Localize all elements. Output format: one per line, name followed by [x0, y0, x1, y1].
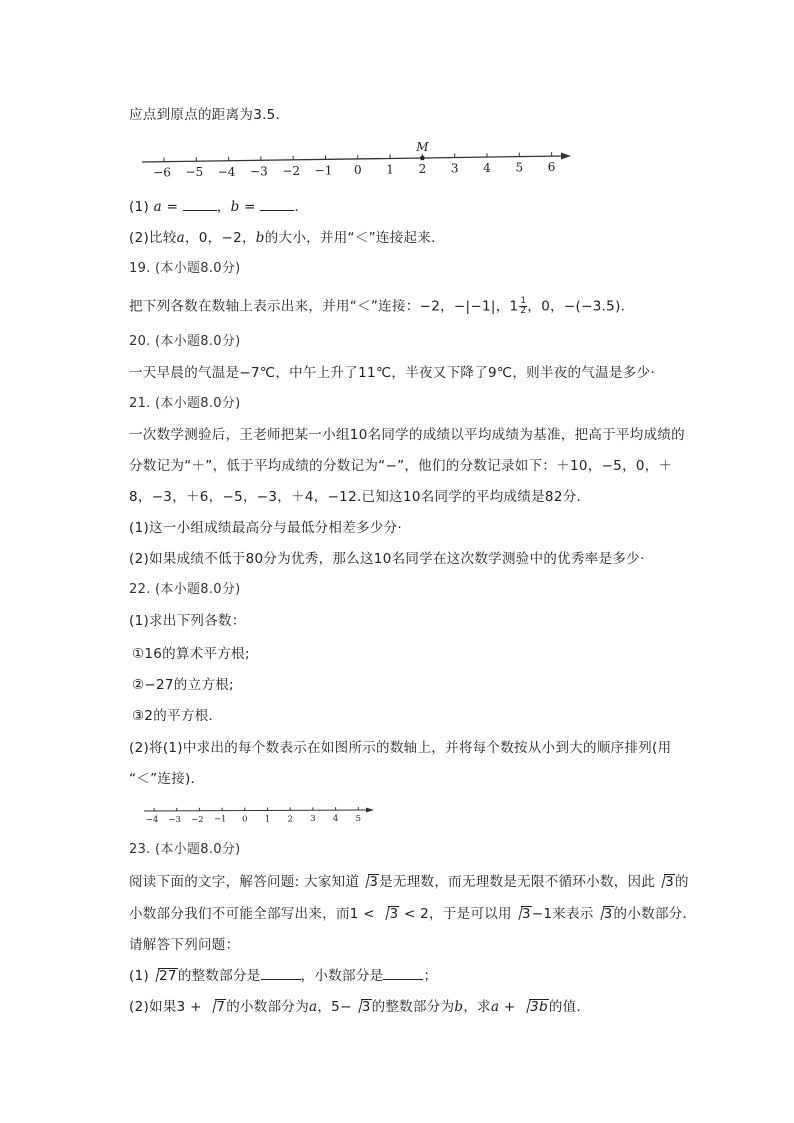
sqrt-expr: 3	[379, 905, 399, 923]
fraction: $\frac{1}{2}$	[520, 296, 527, 316]
nl2-tick-label: 2	[287, 814, 293, 825]
sqrt-expr: 3b	[520, 998, 549, 1016]
nl2-tick-label: −4	[145, 814, 159, 825]
q19-text: 把下列各数在数轴上表示出来，并用“＜”连接：−2，−|−1|，1 $\frac{1}{2}$ ，0，−(−3.5)．	[129, 296, 635, 316]
q21-part1: (1)这一小组成绩最高分与最低分相差多少分·	[129, 520, 403, 536]
nl1-tick-label: 6	[547, 160, 556, 175]
nl2-tick-label: 3	[310, 814, 316, 825]
nl1-tick-label: 4	[483, 161, 491, 176]
nl1-arrow	[561, 153, 571, 160]
q22-item2: ②−27的立方根;	[132, 677, 234, 693]
nl2-tick-label: −3	[168, 814, 181, 825]
sqrt-expr: 3	[512, 905, 532, 923]
q23-line2: 小数部分我们不可能全部写出来，而1 < 3 < 2，于是可以用 3−1来表示 3的小数部分．	[129, 906, 697, 922]
q22-item3: ③2的平方根．	[132, 708, 223, 724]
nl1-tick-label: −2	[282, 163, 301, 178]
nl1-tick-label: −1	[314, 163, 333, 178]
answer-blank-a[interactable]	[183, 198, 217, 211]
q22-item1: ①16的算术平方根;	[132, 646, 250, 662]
nl2-tick-label: 4	[332, 814, 339, 825]
q21-line2: 分数记为“＋”，低于平均成绩的分数记为“−”，他们的分数记录如下：＋10，−5，0，＋	[129, 458, 673, 474]
nl1-tick-label: 0	[353, 162, 362, 177]
q21-part2: (2)如果成绩不低于80分为优秀，那么这10名同学在这次数学测验中的优秀率是多少·	[129, 551, 645, 567]
nl1-tick-label: 2	[418, 162, 427, 177]
point-m	[420, 156, 425, 161]
nl1-tick-label: 1	[386, 162, 394, 177]
nl2-tick-label: 0	[242, 814, 248, 825]
q20-text: 一天早晨的气温是−7℃，中午上升了11℃，半夜又下降了9℃，则半夜的气温是多少·	[129, 365, 655, 381]
nl2-axis	[144, 810, 368, 811]
q21-line3: 8，−3，＋6，−5，−3，＋4，−12.已知这10名同学的平均成绩是82分．	[129, 489, 591, 505]
nl1-tick-label: −5	[185, 165, 204, 180]
nl1-tick-label: −4	[217, 164, 236, 179]
sqrt-expr: 7	[206, 998, 226, 1016]
nl2-tick-label: 1	[264, 814, 271, 825]
nl2-tick-label: −1	[213, 814, 227, 825]
q23-part2: (2)如果3 + 7的小数部分为a，5− 3的整数部分为b，求a + 3b的值．	[129, 999, 591, 1015]
q21-header: 21. (本小题8.0分)	[129, 396, 241, 411]
sqrt-expr: 3	[359, 873, 379, 891]
sqrt-expr: 3	[655, 873, 675, 891]
sqrt-expr: 27	[149, 967, 178, 985]
sqrt-expr: 3	[352, 998, 372, 1016]
numberline-q22	[144, 807, 374, 825]
sqrt-expr: 3	[594, 905, 614, 923]
q18-part1: (1) a = ，b = ．	[129, 199, 309, 215]
q22-part2-line1: (2)将(1)中求出的每个数表示在如图所示的数轴上，并将每个数按从小到大的顺序排列(用	[129, 740, 672, 756]
q19-header: 19. (本小题8.0分)	[129, 261, 241, 276]
q21-line1: 一次数学测验后，王老师把某一小组10名同学的成绩以平均成绩为基准，把高于平均成绩的	[129, 427, 685, 443]
q20-header: 20. (本小题8.0分)	[129, 334, 241, 349]
nl1-tick-label: 3	[450, 161, 459, 176]
nl1-tick-label: −6	[153, 165, 171, 180]
q23-header: 23. (本小题8.0分)	[129, 842, 241, 857]
q18-intro-tail: 应点到原点的距离为3.5．	[129, 107, 290, 123]
nl1-tick-label: 5	[515, 160, 524, 175]
q18-part2: (2)比较a，0，−2，b的大小，并用“＜”连接起来．	[129, 230, 445, 246]
point-m-label: M	[416, 140, 429, 155]
nl2-tick-label: −2	[191, 814, 204, 825]
nl1-tick-label: −3	[250, 164, 268, 179]
answer-blank-decimal-part[interactable]	[383, 967, 423, 980]
nl1-axis	[142, 156, 563, 162]
nl2-tick-label: 5	[355, 814, 362, 825]
q23-part1: (1) 27的整数部分是 ，小数部分是 ；	[129, 968, 438, 984]
answer-blank-integer-part[interactable]	[261, 967, 301, 980]
q23-line1: 阅读下面的文字，解答问题: 大家知道 3是无理数，而无理数是无限不循环小数，因此 3的	[129, 874, 689, 890]
q22-header: 22. (本小题8.0分)	[129, 582, 241, 597]
numberline-q18	[142, 140, 571, 180]
q23-line3: 请解答下列问题：	[129, 937, 240, 953]
answer-blank-b[interactable]	[260, 198, 294, 211]
q22-part1: (1)求出下列各数：	[129, 613, 246, 629]
nl2-arrow	[366, 808, 374, 813]
q22-part2-line2: “＜”连接)．	[129, 771, 205, 787]
